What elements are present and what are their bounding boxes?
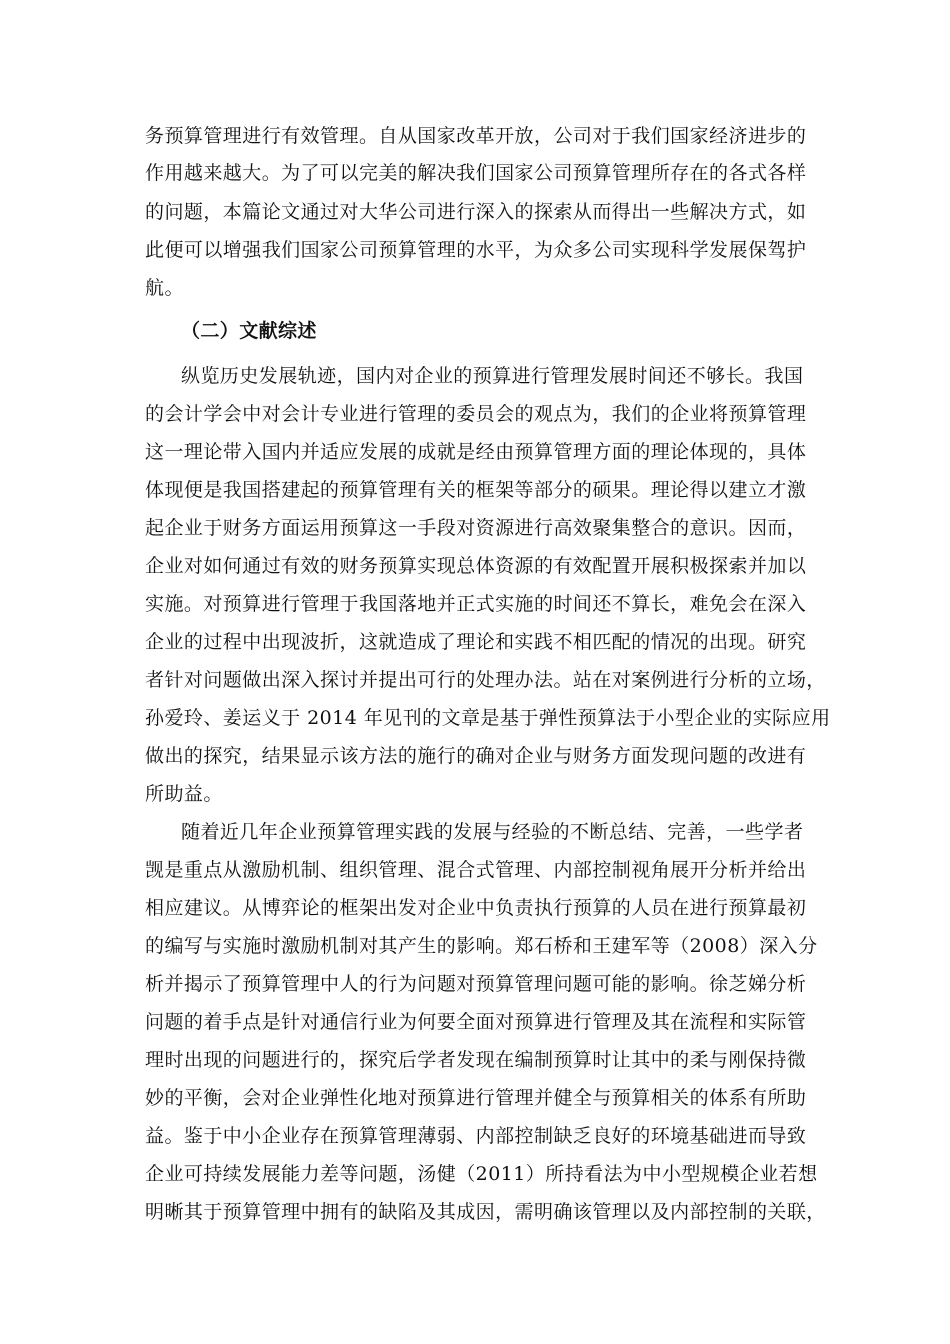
paragraph-3-line-6: 问题的着手点是针对通信行业为何要全面对预算进行管理及其在流程和实际管	[145, 1011, 807, 1033]
paragraph-3-line-2: 觊是重点从激励机制、组织管理、混合式管理、内部控制视角展开分析并给出	[145, 859, 807, 881]
paragraph-3-line-8: 妙的平衡，会对企业弹性化地对预算进行管理并健全与预算相关的体系有所助	[145, 1087, 807, 1109]
paragraph-2-line-8: 企业的过程中出现波折，这就造成了理论和实践不相匹配的情况的出现。研究	[145, 631, 807, 653]
paragraph-3-line-7: 理时出现的问题进行的，探究后学者发现在编制预算时让其中的柔与刚保持微	[145, 1049, 807, 1071]
paragraph-3-line-9: 益。鉴于中小企业存在预算管理薄弱、内部控制缺乏良好的环境基础进而导致	[145, 1125, 807, 1147]
paragraph-3-line-11: 明晰其于预算管理中拥有的缺陷及其成因，需明确该管理以及内部控制的关联，	[145, 1201, 826, 1223]
section-heading: （二）文献综述	[181, 320, 317, 342]
paragraph-2-line-6: 企业对如何通过有效的财务预算实现总体资源的有效配置开展积极探索并加以	[145, 555, 807, 577]
paragraph-2-line-3: 这一理论带入国内并适应发展的成就是经由预算管理方面的理论体现的，具体	[145, 441, 807, 463]
paragraph-1-line-1: 务预算管理进行有效管理。自从国家改革开放，公司对于我们国家经济进步的	[145, 125, 807, 147]
paragraph-3-line-10: 企业可持续发展能力差等问题，汤健（2011）所持看法为中小型规模企业若想	[145, 1163, 818, 1185]
paragraph-2-line-9: 者针对问题做出深入探讨并提出可行的处理办法。站在对案例进行分析的立场，	[145, 669, 826, 691]
paragraph-2-line-7: 实施。对预算进行管理于我国落地并正式实施的时间还不算长，难免会在深入	[145, 593, 807, 615]
paragraph-3-line-1: 随着近几年企业预算管理实践的发展与经验的不断总结、完善，一些学者	[181, 821, 804, 843]
paragraph-1-line-4: 此便可以增强我们国家公司预算管理的水平，为众多公司实现科学发展保驾护	[145, 239, 807, 261]
paragraph-3-line-4: 的编写与实施时激励机制对其产生的影响。郑石桥和王建军等（2008）深入分	[145, 935, 818, 957]
paragraph-2-line-10: 孙爱玲、姜运义于 2014 年见刊的文章是基于弹性预算法于小型企业的实际应用	[145, 707, 831, 729]
paragraph-2-line-11: 做出的探究，结果显示该方法的施行的确对企业与财务方面发现问题的改进有	[145, 745, 807, 767]
paragraph-1-line-3: 的问题，本篇论文通过对大华公司进行深入的探索从而得出一些解决方式，如	[145, 201, 807, 223]
paragraph-2-line-4: 体现便是我国搭建起的预算管理有关的框架等部分的硕果。理论得以建立才激	[145, 479, 807, 501]
paragraph-1-line-2: 作用越来越大。为了可以完美的解决我们国家公司预算管理所存在的各式各样	[145, 162, 807, 184]
paragraph-2-line-2: 的会计学会中对会计专业进行管理的委员会的观点为，我们的企业将预算管理	[145, 403, 807, 425]
paragraph-1-line-5: 航。	[145, 277, 184, 299]
paragraph-3-line-5: 析并揭示了预算管理中人的行为问题对预算管理问题可能的影响。徐芝娣分析	[145, 973, 807, 995]
paragraph-2-line-5: 起企业于财务方面运用预算这一手段对资源进行高效聚集整合的意识。因而，	[145, 517, 807, 539]
paragraph-2-line-1: 纵览历史发展轨迹，国内对企业的预算进行管理发展时间还不够长。我国	[181, 365, 804, 387]
paragraph-3-line-3: 相应建议。从博弈论的框架出发对企业中负责执行预算的人员在进行预算最初	[145, 897, 807, 919]
paragraph-2-line-12: 所助益。	[145, 783, 223, 805]
